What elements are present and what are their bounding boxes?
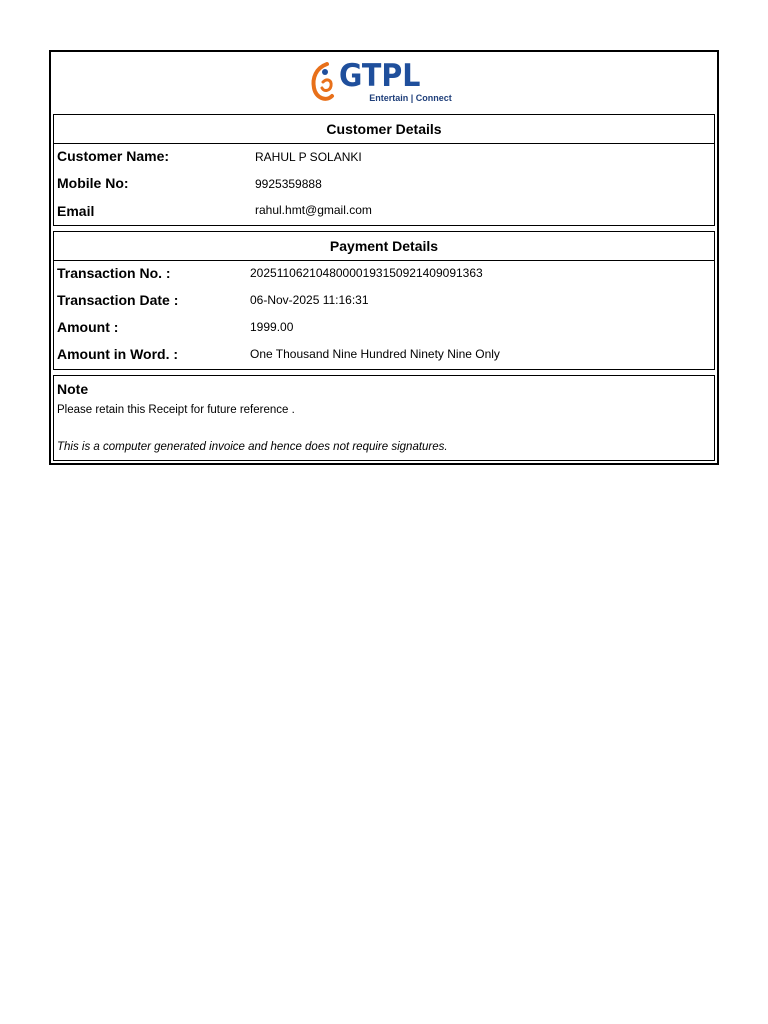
customer-details-title: Customer Details bbox=[54, 115, 714, 144]
gtpl-logo-mark-icon bbox=[310, 60, 336, 104]
note-title: Note bbox=[57, 381, 89, 397]
payment-details-section bbox=[53, 231, 715, 370]
customer-details-section bbox=[53, 114, 715, 226]
payment-details-title: Payment Details bbox=[54, 232, 714, 261]
email-label: Email bbox=[57, 203, 95, 219]
customer-name-label: Customer Name: bbox=[57, 148, 170, 164]
mobile-label: Mobile No: bbox=[57, 175, 129, 191]
amount-in-words-value: One Thousand Nine Hundred Ninety Nine Only bbox=[250, 347, 500, 361]
transaction-no-label: Transaction No. : bbox=[57, 265, 171, 281]
mobile-value: 9925359888 bbox=[255, 177, 322, 191]
transaction-date-value: 06-Nov-2025 11:16:31 bbox=[250, 293, 369, 307]
receipt-header bbox=[51, 52, 717, 112]
customer-name-value: RAHUL P SOLANKI bbox=[255, 150, 362, 164]
transaction-no-value: 20251106210480000193150921409091363 bbox=[250, 266, 483, 280]
email-value: rahul.hmt@gmail.com bbox=[255, 203, 372, 217]
receipt bbox=[49, 50, 719, 465]
amount-label: Amount : bbox=[57, 319, 119, 335]
brand-name: GTPL bbox=[339, 58, 421, 94]
disclaimer-text: This is a computer generated invoice and hence does not require signatures. bbox=[57, 441, 448, 453]
note-section bbox=[53, 375, 715, 461]
gtpl-logo bbox=[310, 60, 452, 104]
brand-tagline: Entertain | Connect bbox=[369, 93, 452, 103]
note-text: Please retain this Receipt for future reference . bbox=[57, 404, 295, 416]
amount-value: 1999.00 bbox=[250, 320, 294, 334]
amount-in-words-label: Amount in Word. : bbox=[57, 346, 179, 362]
transaction-date-label: Transaction Date : bbox=[57, 292, 179, 308]
